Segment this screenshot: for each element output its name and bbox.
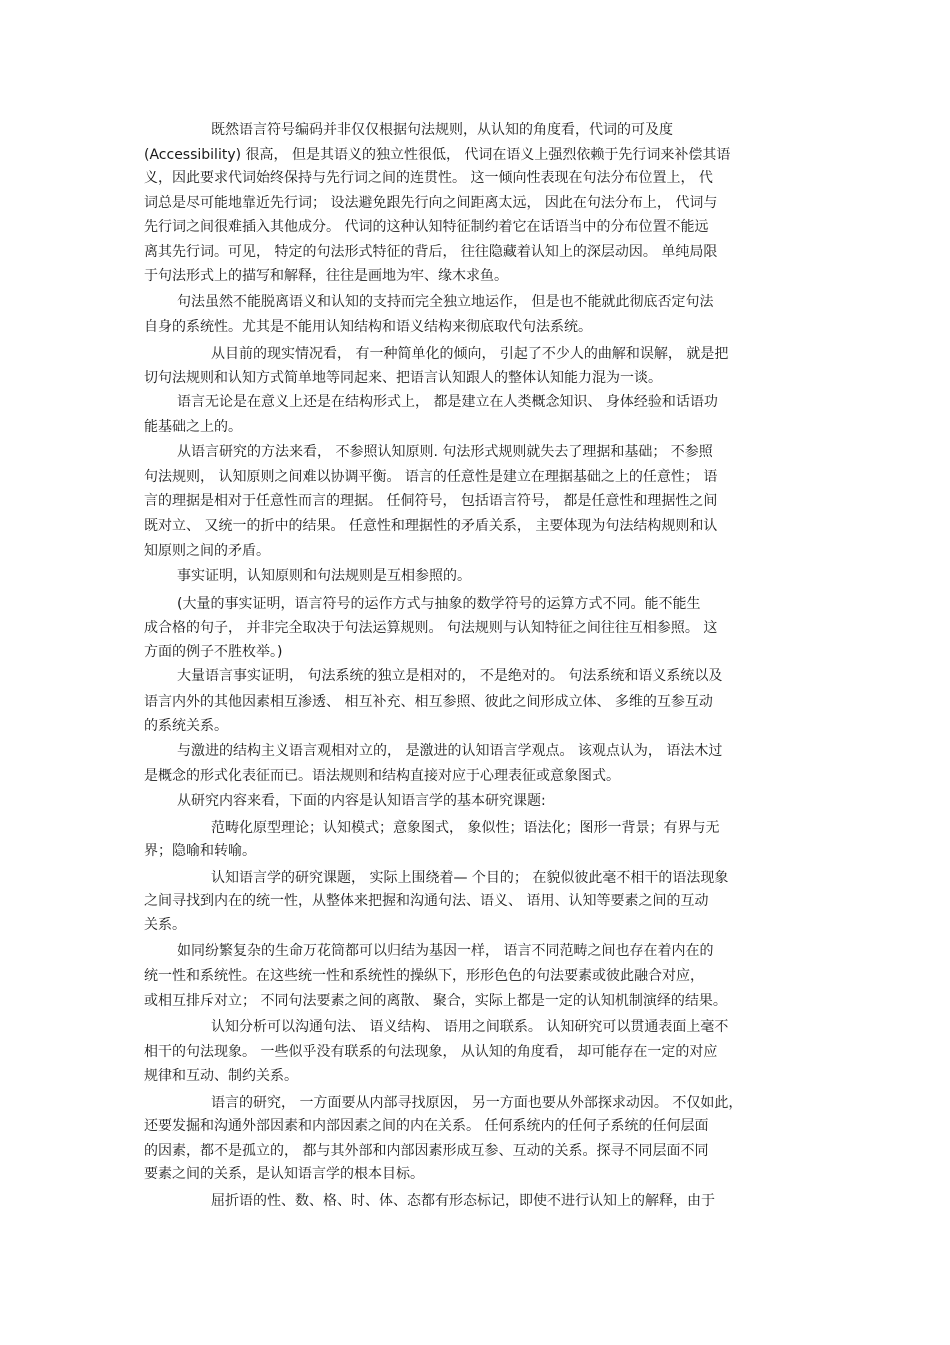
text-line: 于句法形式上的描写和解释，往往是画地为牢、缘木求鱼。 [144,268,508,284]
text-line: 相干的句法现象。 一些似乎没有联系的句法现象， 从认知的角度看， 却可能存在一定的对应 [144,1044,718,1060]
text-line: 认知分析可以沟通句法、 语义结构、 语用之间联系。 认知研究可以贯通表面上毫不 [211,1019,729,1035]
text-line: 统一性和系统性。在这些统一性和系统性的操纵下，形形色色的句法要素或彼此融合对应， [144,968,704,984]
text-line: 规律和互动、制约关系。 [144,1068,298,1084]
text-line: 知原则之间的矛盾。 [144,543,270,559]
text-line: 或相互排斥对立； 不同句法要素之间的离散、 聚合，实际上都是一定的认知机制演绎的结果。 [144,993,727,1009]
text-line: 与激进的结构主义语言观相对立的， 是激进的认知语言学观点。 该观点认为， 语法木过 [177,743,723,759]
text-line: 是概念的形式化表征而已。语法规则和结构直接对应于心理表征或意象图式。 [144,768,620,784]
text-line: 成合格的句子， 并非完全取决于句法运算规则。 句法规则与认知特征之间往往互相参照。 这 [144,620,718,636]
text-line: 义，因此要求代词始终保持与先行词之间的连贯性。 这一倾向性表现在句法分布位置上， 代 [144,170,713,186]
text-line: 句法虽然不能脱离语义和认知的支持而完全独立地运作， 但是也不能就此彻底否定句法 [177,294,714,310]
text-line: 之间寻找到内在的统一性，从整体来把握和沟通句法、语义、 语用、认知等要素之间的互动 [144,893,709,909]
text-line: 认知语言学的研究课题， 实际上围绕着— 个目的； 在貌似彼此毫不相干的语法现象 [211,870,729,886]
text-line: 范畴化原型理论；认知模式；意象图式， 象似性；语法化；图形一背景；有界与无 [211,820,720,836]
text-line: 词总是尽可能地靠近先行词； 设法避免跟先行向之间距离太远， 因此在句法分布上， 代词与 [144,195,718,211]
text-line: 屈折语的性、数、格、时、体、态都有形态标记，即使不进行认知上的解释，由于 [211,1193,715,1209]
text-line: 语言的研究， 一方面要从内部寻找原因， 另一方面也要从外部探求动因。 不仅如此， [211,1095,743,1111]
text-line: (Accessibility) 很高， 但是其语义的独立性很低， 代词在语义上强烈依赖于先行词来补偿其语 [144,147,731,163]
text-line: 切句法规则和认知方式简单地等同起来、把语言认知跟人的整体认知能力混为一谈。 [144,370,662,386]
text-line: 先行词之间很难插入其他成分。 代词的这种认知特征制约着它在话语当中的分布位置不能远 [144,219,709,235]
text-line: 能基础之上的。 [144,419,242,435]
text-line: 言的理据是相对于任意性而言的理据。 任侗符号， 包括语言符号， 都是任意性和理据性之间 [144,493,718,509]
text-line: 事实证明，认知原则和句法规则是互相参照的。 [177,568,471,584]
text-line: 还要发掘和沟通外部因素和内部因素之间的内在关系。 任何系统内的任何子系统的任何层面 [144,1118,709,1134]
text-line: 自身的系统性。尤其是不能用认知结构和语义结构来彻底取代句法系统。 [144,319,592,335]
text-line: 方面的例子不胜枚举。) [144,644,283,660]
text-line: 语言内外的其他因素相互渗透、 相互补充、相互参照、彼此之间形成立体、 多维的互参互动 [144,694,713,710]
text-line: 既对立、 又统一的折中的结果。 任意性和理据性的矛盾关系， 主要体现为句法结构规则和认 [144,518,718,534]
text-line: 的因素，都不是孤立的， 都与其外部和内部因素形成互参、互动的关系。探寻不同层面不同 [144,1143,709,1159]
text-line: 语言无论是在意义上还是在结构形式上， 都是建立在人类概念知识、 身体经验和话语功 [177,394,718,410]
text-line: 关系。 [144,917,186,933]
text-line: 句法规则， 认知原则之间难以协调平衡。 语言的任意性是建立在理据基础之上的任意性； 语 [144,469,718,485]
text-line: 如同纷繁复杂的生命万花筒都可以归结为基因一样， 语言不同范畴之间也存在着内在的 [177,943,714,959]
text-line: 大量语言事实证明， 句法系统的独立是相对的， 不是绝对的。 句法系统和语义系统以及 [177,668,723,684]
text-line: (大量的事实证明，语言符号的运作方式与抽象的数学符号的运算方式不同。能不能生 [177,596,701,612]
text-line: 从语言研究的方法来看， 不参照认知原则. 句法形式规则就失去了理据和基础； 不参照 [177,444,713,460]
text-line: 要素之间的关系，是认知语言学的根本目标。 [144,1166,424,1182]
text-line: 既然语言符号编码并非仅仅根据句法规则，从认知的角度看，代词的可及度 [211,122,673,138]
text-line: 离其先行词。可见， 特定的句法形式特征的背后， 往往隐藏着认知上的深层动因。 单纯局限 [144,244,718,260]
text-line: 界；隐喻和转喻。 [144,843,256,859]
text-line: 从目前的现实情况看， 有一种简单化的倾向， 引起了不少人的曲解和误解， 就是把 [211,346,729,362]
text-line: 的系统关系。 [144,718,228,734]
text-line: 从研究内容来看，下面的内容是认知语言学的基本研究课题: [177,793,546,809]
